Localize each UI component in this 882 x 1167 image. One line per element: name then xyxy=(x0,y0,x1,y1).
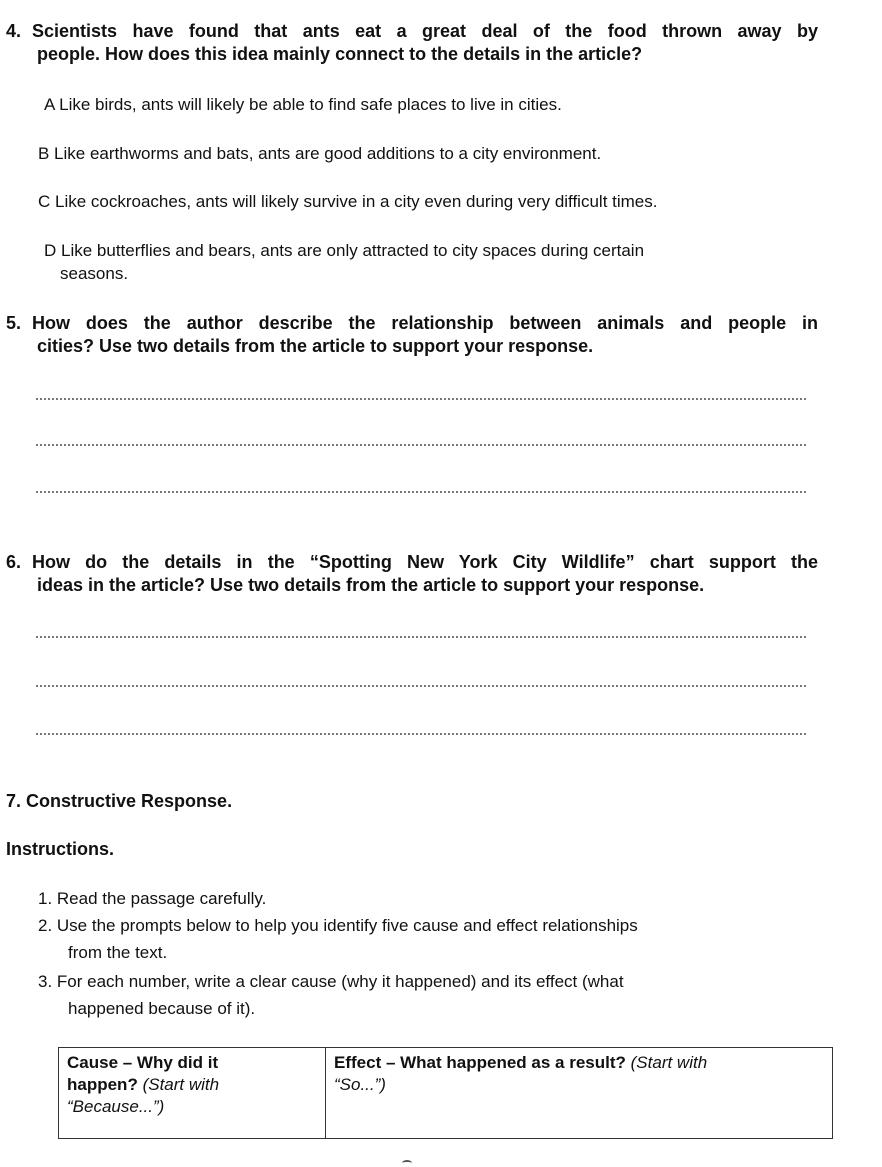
question-5 xyxy=(6,312,818,358)
answer-line-6-3[interactable] xyxy=(36,733,806,735)
option-4d-line1: D Like butterflies and bears, ants are only attracted to city spaces during certain xyxy=(44,241,645,260)
cause-header-bold-1: Cause – Why did it xyxy=(67,1053,219,1072)
instruction-step-2-line2: from the text. xyxy=(68,943,168,962)
effect-header-italic-2: “So...”) xyxy=(334,1075,386,1094)
instruction-step-3-line2: happened because of it). xyxy=(68,999,256,1018)
effect-header-bold: Effect – What happened as a result? xyxy=(334,1053,626,1072)
cause-header-italic-1: (Start with xyxy=(142,1075,220,1094)
option-4d[interactable] xyxy=(44,239,644,285)
instruction-step-2 xyxy=(38,914,638,964)
option-4a[interactable]: A Like birds, ants will likely be able to find safe places to live in cities. xyxy=(44,95,562,114)
cause-header-italic-2: “Because...”) xyxy=(67,1097,165,1116)
answer-line-6-1[interactable] xyxy=(36,636,806,638)
instruction-step-1: 1. Read the passage carefully. xyxy=(38,889,267,908)
question-5-number: 5. xyxy=(6,313,22,333)
table-row xyxy=(59,1048,833,1139)
instructions-heading: Instructions. xyxy=(6,839,115,859)
answer-line-6-2[interactable] xyxy=(36,685,806,687)
instruction-step-3-line1: 3. For each number, write a clear cause (why it happened) and its effect (what xyxy=(38,972,624,991)
question-6 xyxy=(6,551,818,597)
cause-header-cell[interactable] xyxy=(59,1048,326,1139)
question-4-text-line1: Scientists have found that ants eat a great deal of the food thrown away by xyxy=(32,21,818,41)
question-7-title: 7. Constructive Response. xyxy=(6,791,233,811)
question-5-text-line1: How does the author describe the relationship between animals and people in xyxy=(32,313,818,333)
option-4c[interactable]: C Like cockroaches, ants will likely survive in a city even during very difficult times. xyxy=(38,192,658,211)
question-4 xyxy=(6,20,818,66)
page-cutoff-mark xyxy=(402,1160,412,1166)
answer-line-5-1[interactable] xyxy=(36,398,806,400)
effect-header-cell[interactable] xyxy=(326,1048,833,1139)
option-4b[interactable]: B Like earthworms and bats, ants are good additions to a city environment. xyxy=(38,144,602,163)
effect-header-italic-1: (Start with xyxy=(630,1053,708,1072)
question-4-number: 4. xyxy=(6,21,22,41)
question-6-number: 6. xyxy=(6,552,22,572)
question-6-text-line1: How do the details in the “Spotting New York City Wildlife” chart support the xyxy=(32,552,818,572)
instruction-step-3 xyxy=(38,970,624,1020)
instruction-step-2-line1: 2. Use the prompts below to help you identify five cause and effect relationships xyxy=(38,916,638,935)
answer-line-5-3[interactable] xyxy=(36,491,806,493)
question-5-text-line2: cities? Use two details from the article to support your response. xyxy=(37,336,594,356)
cause-effect-table xyxy=(58,1047,833,1139)
answer-line-5-2[interactable] xyxy=(36,444,806,446)
question-4-text-line2: people. How does this idea mainly connect to the details in the article? xyxy=(37,44,643,64)
cause-header-bold-2: happen? xyxy=(67,1075,138,1094)
question-6-text-line2: ideas in the article? Use two details from the article to support your response. xyxy=(37,575,705,595)
option-4d-line2: seasons. xyxy=(60,264,129,283)
